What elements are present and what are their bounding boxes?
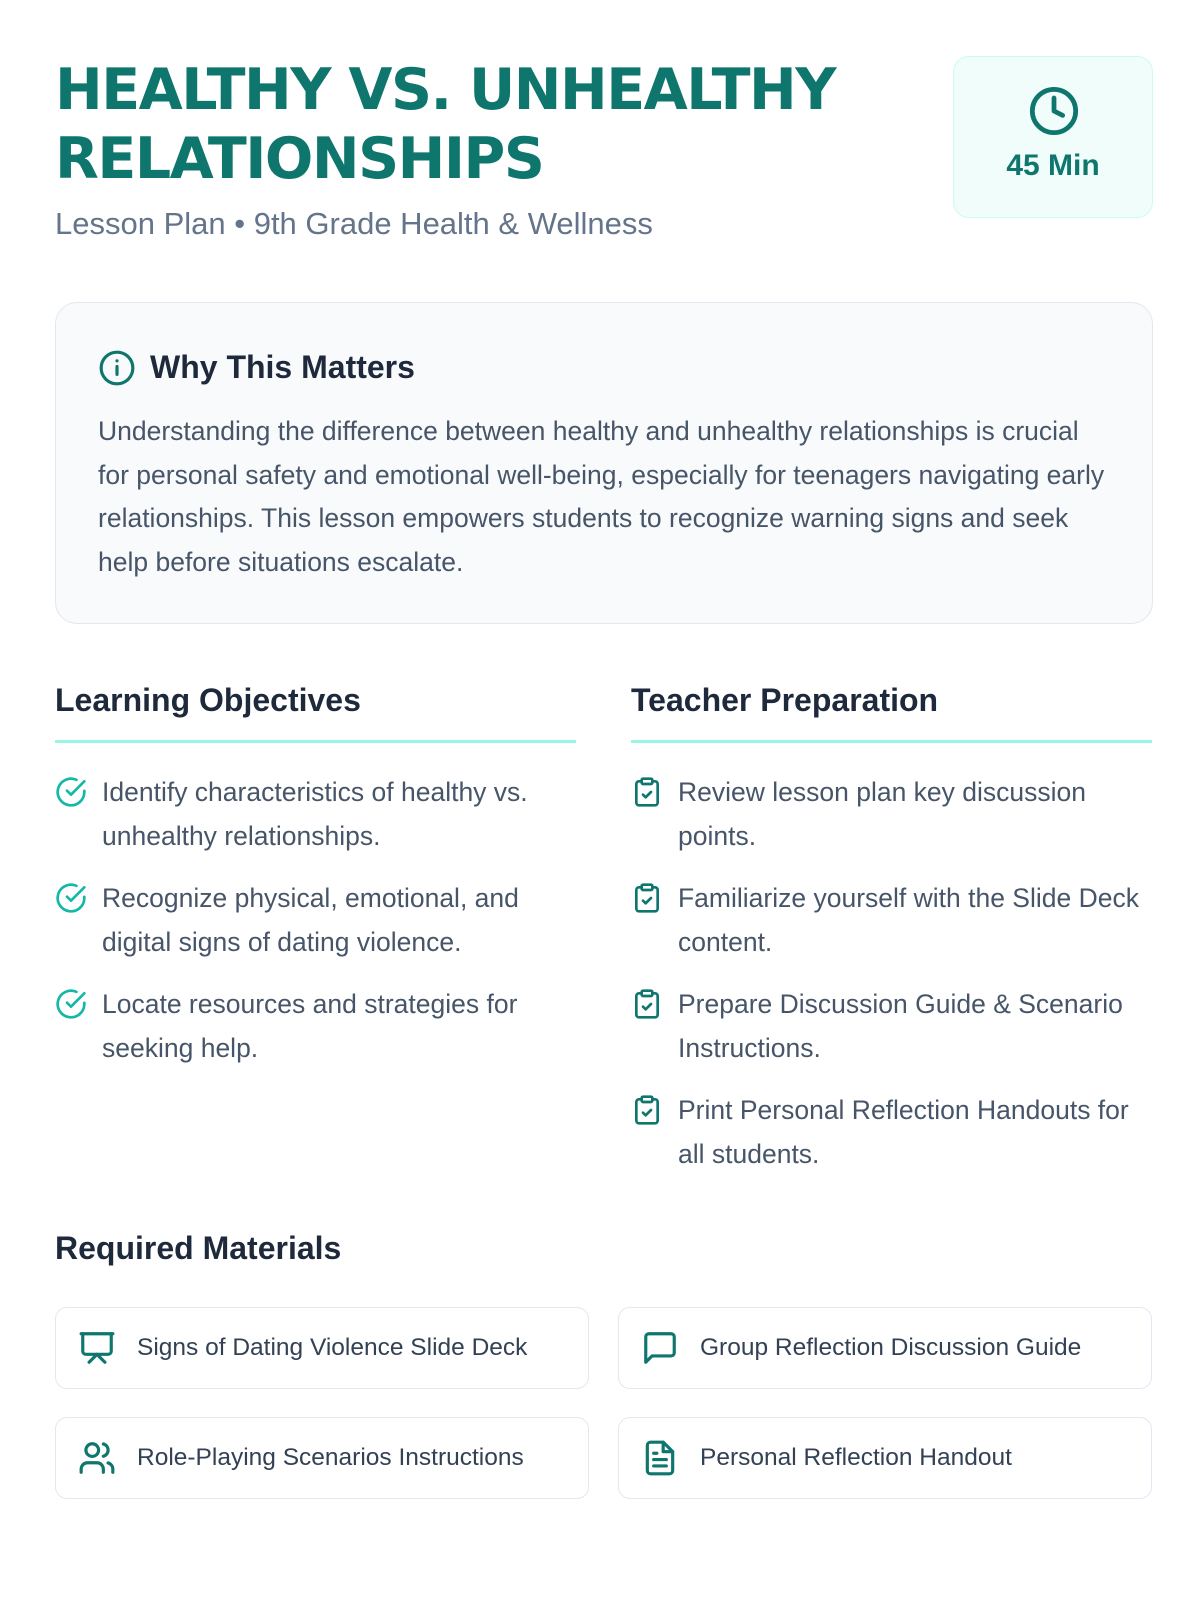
duration-label: 45 Min	[1006, 149, 1100, 182]
message-icon	[641, 1329, 679, 1367]
page-title: HEALTHY VS. UNHEALTHY RELATIONSHIPS	[55, 57, 835, 192]
material-card-role-playing[interactable]	[55, 1417, 589, 1499]
why-body-text: Understanding the difference between healthy and unhealthy relationships is crucial for personal safety and emotional well-being, especially for teenagers navigating early relationships. This lesson empowers students to recognize warning signs and seek help before situations escalate.	[98, 416, 1105, 577]
objectives-list	[55, 771, 576, 1070]
preparation-text: Familiarize yourself with the Slide Deck content.	[678, 883, 1139, 957]
clock-icon	[1028, 85, 1080, 137]
clipboard-check-icon	[631, 988, 663, 1020]
why-title: Why This Matters	[150, 349, 415, 385]
objective-text: Recognize physical, emotional, and digital signs of dating violence.	[102, 883, 519, 957]
objective-text: Locate resources and strategies for seeking help.	[102, 989, 518, 1063]
list-item	[55, 771, 576, 858]
material-label: Role-Playing Scenarios Instructions	[137, 1444, 524, 1471]
required-materials-section	[55, 1228, 1153, 1471]
preparation-list	[631, 771, 1152, 1176]
list-item	[631, 771, 1152, 858]
presentation-icon	[78, 1329, 116, 1367]
material-card-reflection-handout[interactable]	[618, 1417, 1152, 1499]
list-item	[631, 983, 1152, 1070]
list-item	[631, 877, 1152, 964]
header	[55, 56, 1153, 256]
teacher-preparation-section	[631, 680, 1152, 1195]
check-circle-icon	[55, 988, 87, 1020]
objectives-title: Learning Objectives	[55, 680, 576, 743]
duration-badge	[953, 56, 1153, 218]
materials-title: Required Materials	[55, 1230, 342, 1266]
material-label: Personal Reflection Handout	[700, 1444, 1012, 1471]
page-subtitle: Lesson Plan • 9th Grade Health & Wellness	[55, 206, 653, 241]
why-this-matters-card	[55, 302, 1153, 624]
info-icon	[98, 349, 136, 387]
list-item	[631, 1089, 1152, 1176]
preparation-title: Teacher Preparation	[631, 680, 1152, 743]
check-circle-icon	[55, 882, 87, 914]
clipboard-check-icon	[631, 882, 663, 914]
users-icon	[78, 1439, 116, 1477]
objective-text: Identify characteristics of healthy vs. unhealthy relationships.	[102, 777, 528, 851]
check-circle-icon	[55, 776, 87, 808]
lesson-plan-page	[55, 0, 1153, 1600]
learning-objectives-section	[55, 680, 576, 1089]
material-card-discussion-guide[interactable]	[618, 1307, 1152, 1389]
clipboard-check-icon	[631, 776, 663, 808]
preparation-text: Prepare Discussion Guide & Scenario Instructions.	[678, 989, 1123, 1063]
material-label: Signs of Dating Violence Slide Deck	[137, 1334, 528, 1361]
preparation-text: Review lesson plan key discussion points.	[678, 777, 1087, 851]
clipboard-check-icon	[631, 1094, 663, 1126]
material-label: Group Reflection Discussion Guide	[700, 1334, 1082, 1361]
material-card-slide-deck[interactable]	[55, 1307, 589, 1389]
list-item	[55, 983, 576, 1070]
preparation-text: Print Personal Reflection Handouts for all students.	[678, 1095, 1129, 1169]
list-item	[55, 877, 576, 964]
document-icon	[641, 1439, 679, 1477]
